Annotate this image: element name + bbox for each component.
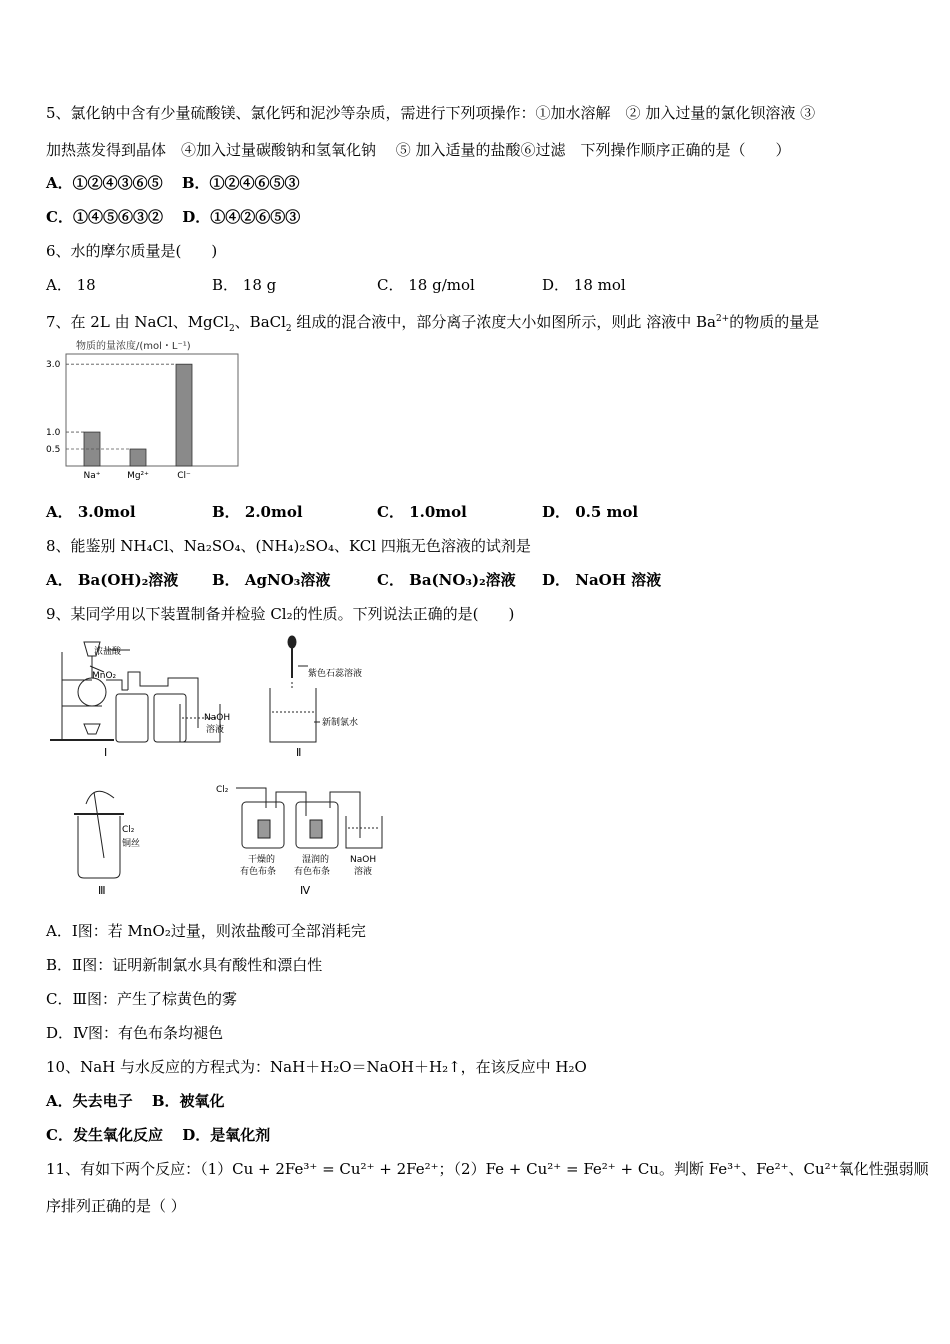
q10-option-c[interactable]: C．发生氧化反应	[46, 1126, 163, 1144]
tube-iv-1	[276, 792, 306, 816]
q7-option-d[interactable]: D． 0.5 mol	[542, 503, 639, 521]
tube-1	[106, 680, 128, 690]
q10-options-row2	[46, 1125, 270, 1145]
q5-options-row2	[46, 207, 300, 227]
q11-stem-line1: 11、有如下两个反应：（1）Cu + 2Fe³⁺ = Cu²⁺ + 2Fe²⁺；（2）Fe + Cu²⁺ = Fe²⁺ + Cu。判断 Fe³⁺、Fe²⁺、Cu²⁺氧化性强弱顺	[46, 1160, 929, 1178]
wash-bottle-1	[116, 694, 148, 742]
q9-option-a[interactable]: A．Ⅰ图：若 MnO₂过量，则浓盐酸可全部消耗完	[46, 922, 366, 940]
y-tick-label: 0.5	[46, 445, 61, 456]
beaker-iv	[346, 816, 382, 848]
q6-option-b[interactable]: B． 18 g	[212, 276, 277, 294]
q10-option-d[interactable]: D．是氧化剂	[182, 1126, 271, 1144]
q5-option-c[interactable]: C．①④⑤⑥③②	[46, 208, 163, 226]
flask	[78, 678, 106, 706]
chart-title: 物质的量浓度/(mol・L⁻¹)	[76, 341, 191, 352]
q9-apparatus-svg	[44, 632, 404, 904]
q5-option-d[interactable]: D．①④②⑥⑤③	[182, 208, 301, 226]
copper-wire	[94, 792, 104, 858]
dry-cloth	[258, 820, 270, 838]
label-litmus: 紫色石蕊溶液	[308, 669, 363, 679]
q10-options-row1	[46, 1091, 225, 1111]
q5-options-row1	[46, 173, 300, 193]
label-copper: 铜丝	[122, 839, 141, 849]
q5-option-b[interactable]: B．①②④⑥⑤③	[181, 174, 300, 192]
q6-option-d[interactable]: D． 18 mol	[542, 276, 626, 294]
q8-option-c[interactable]: C． Ba(NO₃)₂溶液	[377, 571, 516, 589]
q8-stem: 8、能鉴别 NH₄Cl、Na₂SO₄、(NH₄)₂SO₄、KCl 四瓶无色溶液的试剂是	[46, 537, 531, 555]
q7-stem: 7、在 2L 由 NaCl、MgCl$_2$、BaCl$_2$ 组成的混合液中，部分离子浓度大小如图所示，则此 溶液中 $Ba^{2+}$的物质的量是	[46, 313, 820, 334]
label-hcl: 浓盐酸	[94, 647, 122, 657]
apparatus-iv	[216, 785, 382, 897]
tongs	[86, 791, 114, 804]
y-tick-label: 3.0	[46, 360, 61, 371]
label-solution-4: 溶液	[354, 867, 373, 877]
q7-option-b[interactable]: B． 2.0mol	[212, 503, 303, 521]
q9-apparatus-figure	[44, 632, 404, 904]
dropper-bulb	[288, 636, 296, 648]
apparatus-iii	[74, 791, 140, 897]
tube-iv-2	[330, 792, 360, 838]
apparatus-i	[50, 642, 230, 759]
bar	[176, 364, 192, 466]
q7-option-c[interactable]: C． 1.0mol	[377, 503, 467, 521]
beaker-ii	[270, 688, 316, 742]
label-naoh-4: NaOH	[350, 855, 377, 865]
q6-option-c[interactable]: C． 18 g/mol	[377, 276, 475, 294]
q10-stem: 10、NaH 与水反应的方程式为：NaH＋H₂O＝NaOH＋H₂↑，在该反应中 H₂O	[46, 1058, 587, 1076]
label-cl2-iii: Cl₂	[122, 825, 135, 835]
wet-cloth	[310, 820, 322, 838]
label-wet-b: 有色布条	[294, 867, 331, 877]
connecting-tubes	[128, 672, 198, 728]
label-fig-ii: Ⅱ	[296, 746, 302, 759]
label-fig-iv: Ⅳ	[300, 884, 311, 897]
q7-option-a[interactable]: A． 3.0mol	[46, 503, 136, 521]
inlet-tube	[236, 788, 266, 808]
q5-option-a[interactable]: A．①②④③⑥⑤	[46, 174, 163, 192]
burner	[84, 724, 100, 734]
q7-bar-chart-svg	[44, 336, 244, 484]
label-chlorine-water: 新制氯水	[322, 718, 359, 728]
x-tick-label: Na⁺	[83, 471, 101, 481]
q7-bar-chart	[44, 336, 244, 484]
q10-option-a[interactable]: A．失去电子	[46, 1092, 133, 1110]
label-dry-b: 有色布条	[240, 867, 277, 877]
q6-option-a[interactable]: A． 18	[46, 276, 96, 294]
q5-stem-line2: 加热蒸发得到晶体 ④加入过量碳酸钠和氢氧化钠 ⑤ 加入适量的盐酸⑥过滤 下列操作顺序正确的是（ ）	[46, 141, 791, 159]
label-naoh-1: NaOH	[204, 713, 231, 723]
wash-bottle-2	[154, 694, 186, 742]
label-fig-iii: Ⅲ	[98, 884, 106, 897]
q8-option-b[interactable]: B． AgNO₃溶液	[212, 571, 331, 589]
q9-stem: 9、某同学用以下装置制备并检验 Cl₂的性质。下列说法正确的是( )	[46, 605, 515, 623]
label-cl2-iv: Cl₂	[216, 785, 229, 795]
label-wet-a: 湿润的	[302, 855, 330, 865]
x-tick-label: Cl⁻	[177, 471, 191, 481]
apparatus-ii	[270, 636, 362, 759]
q9-option-c[interactable]: C．Ⅲ图：产生了棕黄色的雾	[46, 990, 237, 1008]
x-tick-label: Mg²⁺	[127, 471, 149, 481]
q9-option-d[interactable]: D．Ⅳ图：有色布条均褪色	[46, 1024, 224, 1042]
y-tick-label: 1.0	[46, 428, 61, 439]
label-mno2: MnO₂	[92, 671, 117, 681]
q5-stem-line1: 5、氯化钠中含有少量硫酸镁、氯化钙和泥沙等杂质，需进行下列项操作：①加水溶解 ② 加入过量的氯化钡溶液 ③	[46, 104, 816, 122]
label-dry-a: 干燥的	[248, 855, 276, 865]
bar	[130, 449, 146, 466]
q11-stem-line2: 序排列正确的是（ ）	[46, 1197, 186, 1215]
q6-stem: 6、水的摩尔质量是( )	[46, 242, 218, 260]
q8-option-a[interactable]: A． Ba(OH)₂溶液	[46, 571, 179, 589]
q8-option-d[interactable]: D． NaOH 溶液	[542, 571, 662, 589]
q9-option-b[interactable]: B．Ⅱ图：证明新制氯水具有酸性和漂白性	[46, 956, 323, 974]
label-solution-1: 溶液	[206, 725, 225, 735]
label-fig-i: Ⅰ	[104, 746, 108, 759]
q10-option-b[interactable]: B．被氧化	[151, 1092, 225, 1110]
